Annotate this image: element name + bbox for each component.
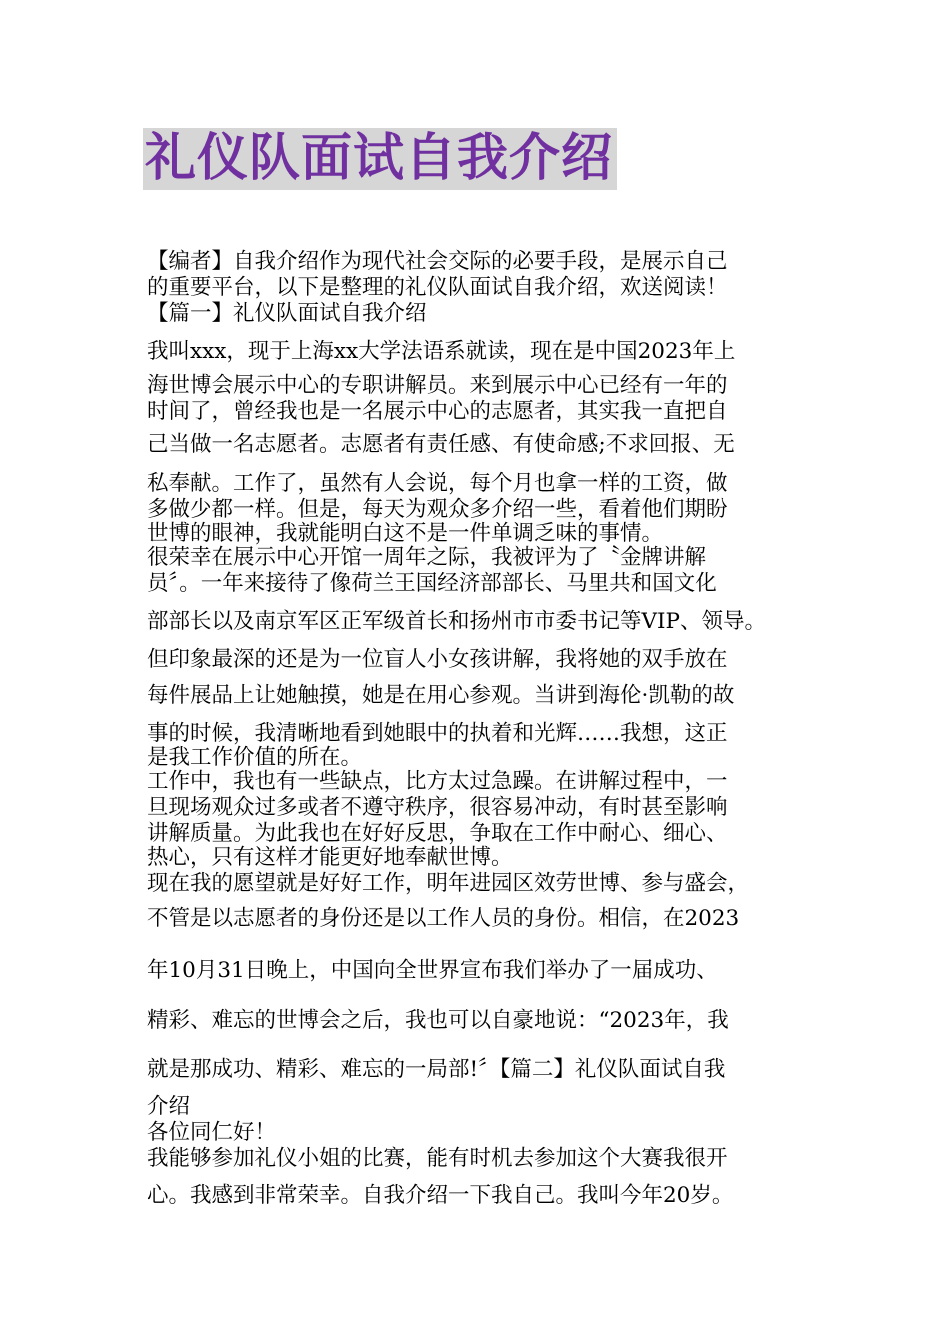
paragraph-line: 介绍 [147, 1094, 191, 1119]
paragraph-line: 世博的眼神，我就能明白这不是一件单调乏味的事情。 [147, 521, 664, 546]
paragraph-line: 心。我感到非常荣幸。自我介绍一下我自己。我叫今年20岁。 [147, 1183, 734, 1208]
paragraph-line: 不管是以志愿者的身份还是以工作人员的身份。相信，在2023 [147, 906, 740, 931]
paragraph-line: 现在我的愿望就是好好工作，明年进园区效劳世博、参与盛会， [147, 871, 750, 896]
paragraph-line: 热心，只有这样才能更好地奉献世博。 [147, 845, 513, 870]
paragraph-line: 就是那成功、精彩、难忘的一局部!〞【篇二】礼仪队面试自我 [147, 1057, 726, 1082]
paragraph-line: 海世博会展示中心的专职讲解员。来到展示中心已经有一年的 [147, 373, 728, 398]
paragraph-line: 【篇一】礼仪队面试自我介绍 [147, 301, 427, 326]
paragraph-line: 旦现场观众过多或者不遵守秩序，很容易冲动，有时甚至影响 [147, 795, 728, 820]
paragraph-line: 讲解质量。为此我也在好好反思，争取在工作中耐心、细心、 [147, 821, 728, 846]
paragraph-line: 每件展品上让她触摸，她是在用心参观。当讲到海伦·凯勒的故 [147, 683, 735, 708]
paragraph-line: 【编者】自我介绍作为现代社会交际的必要手段，是展示自己 [147, 249, 728, 274]
paragraph-line: 工作中，我也有一些缺点，比方太过急躁。在讲解过程中，一 [147, 769, 728, 794]
paragraph-line: 精彩、难忘的世博会之后，我也可以自豪地说：“2023年，我 [147, 1008, 729, 1033]
paragraph-line: 时间了，曾经我也是一名展示中心的志愿者，其实我一直把自 [147, 399, 728, 424]
paragraph-line: 员〞。一年来接待了像荷兰王国经济部部长、马里共和国文化 [147, 571, 717, 596]
paragraph-line: 多做少都一样。但是，每天为观众多介绍一些，看着他们期盼 [147, 497, 728, 522]
paragraph-line: 各位同仁好！ [147, 1120, 277, 1145]
paragraph-line: 的重要平台，以下是整理的礼仪队面试自我介绍，欢送阅读！ [147, 275, 728, 300]
page-title: 礼仪队面试自我介绍 [143, 128, 617, 190]
paragraph-line: 但印象最深的还是为一位盲人小女孩讲解，我将她的双手放在 [147, 647, 728, 672]
paragraph-line: 我能够参加礼仪小姐的比赛，能有时机去参加这个大赛我很开 [147, 1146, 728, 1171]
paragraph-line: 事的时候，我清晰地看到她眼中的执着和光辉……我想，这正 [147, 721, 728, 746]
paragraph-line: 部部长以及南京军区正军级首长和扬州市市委书记等VIP、领导。 [147, 609, 766, 634]
paragraph-line: 己当做一名志愿者。志愿者有责任感、有使命感;不求回报、无 [147, 432, 735, 457]
paragraph-line: 很荣幸在展示中心开馆一周年之际，我被评为了〝金牌讲解 [147, 545, 707, 570]
paragraph-line: 年10月31日晚上，中国向全世界宣布我们举办了一届成功、 [147, 958, 718, 983]
paragraph-line: 我叫xxx，现于上海xx大学法语系就读，现在是中国2023年上 [147, 339, 736, 364]
paragraph-line: 是我工作价值的所在。 [147, 745, 363, 770]
paragraph-line: 私奉献。工作了，虽然有人会说，每个月也拿一样的工资，做 [147, 471, 728, 496]
